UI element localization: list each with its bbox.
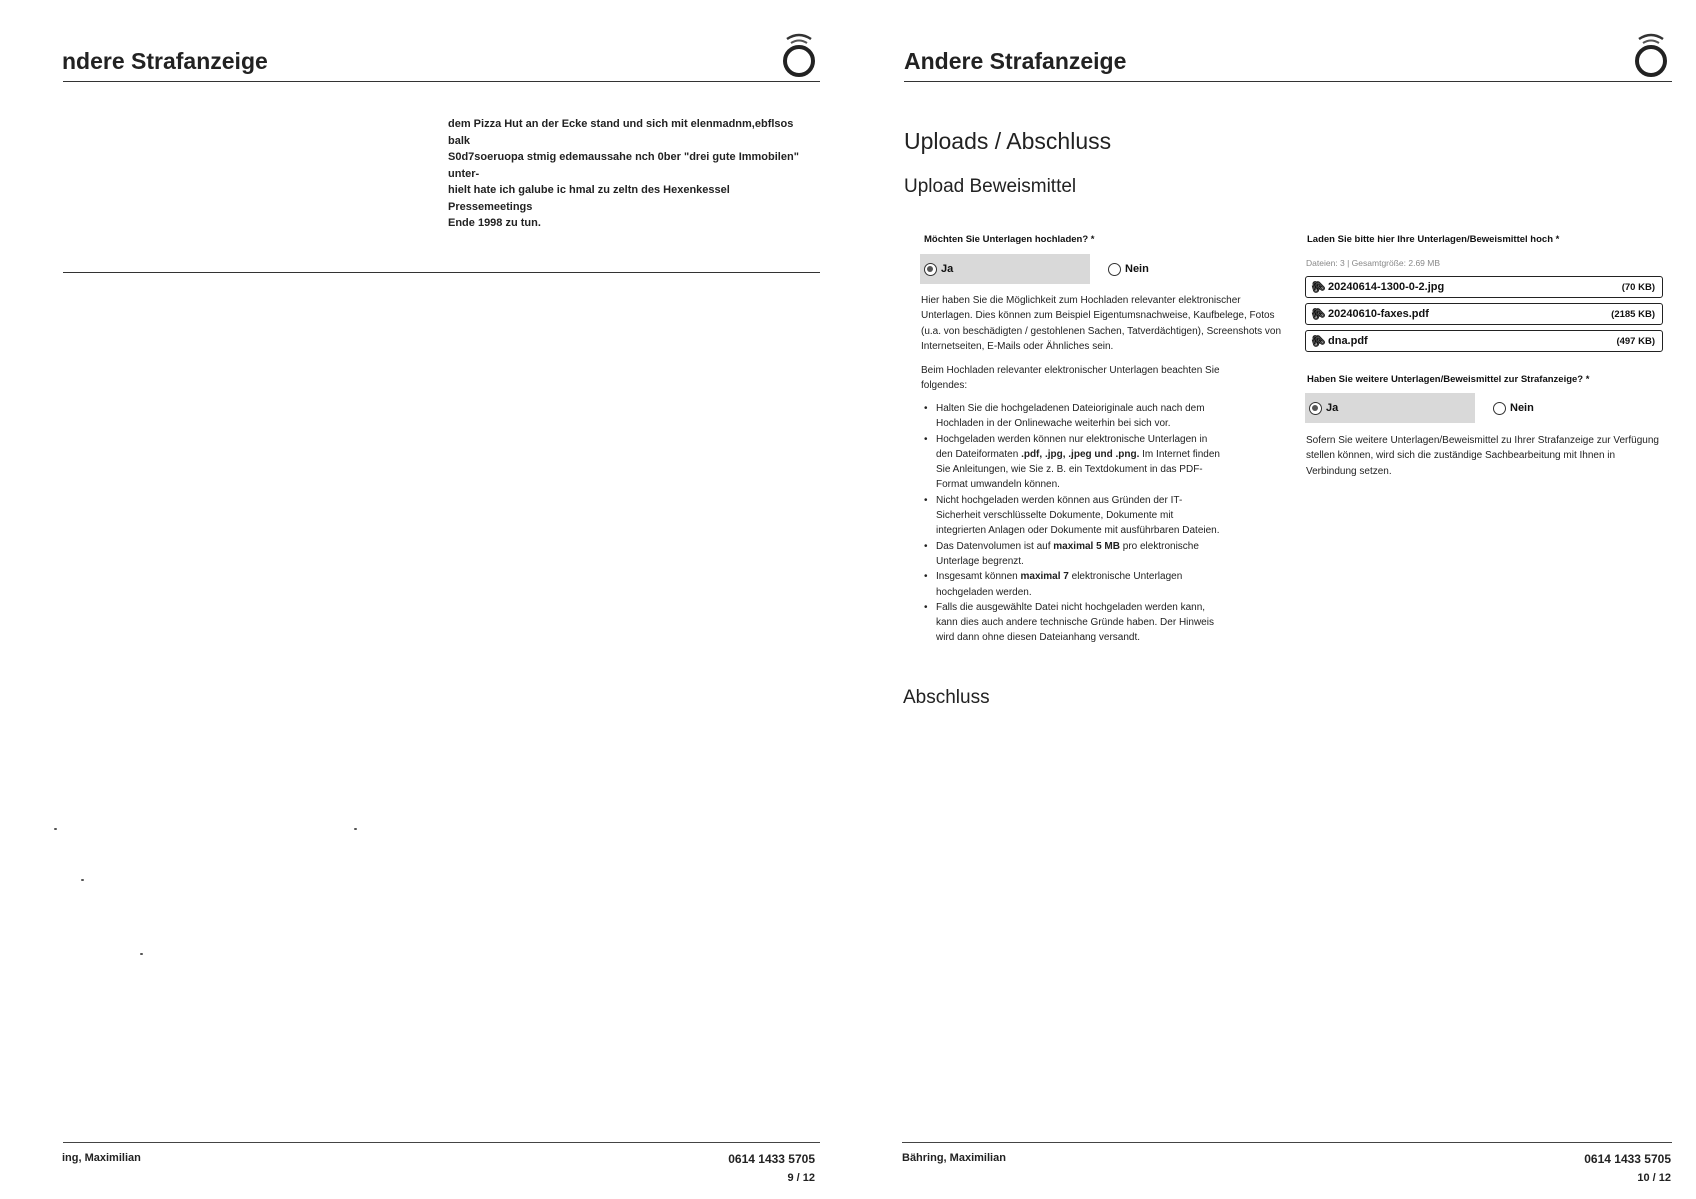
file-size: (497 KB)	[1616, 335, 1655, 347]
upload-rules-list	[924, 401, 1224, 646]
continued-text-block	[448, 116, 802, 232]
file-size: (70 KB)	[1621, 281, 1655, 293]
police-logo-icon	[1631, 30, 1671, 78]
more-evidence-info: Sofern Sie weitere Unterlagen/Beweismittel zu Ihrer Strafanzeige zur Verfügung stellen können, wird sich die zuständige Sachbearbeitung mit Ihnen in Verbindung setzen.	[1306, 435, 1659, 477]
text-line: hielt hate ich galube ic hmal zu zeltn des Hexenkessel	[448, 184, 730, 196]
police-logo-icon	[779, 30, 819, 78]
paperclip-icon: 🖇	[1307, 330, 1328, 351]
radio-checked-icon	[924, 263, 937, 276]
rule-emphasis: maximal 7	[1020, 571, 1069, 583]
list-item	[924, 600, 1224, 646]
footer-rule	[63, 1142, 820, 1143]
list-item	[924, 539, 1224, 570]
footer-page-number: 9 / 12	[787, 1172, 815, 1184]
footer-name: ing, Maximilian	[62, 1152, 141, 1164]
header-rule	[904, 81, 1672, 82]
list-item	[924, 493, 1224, 539]
rule-text: Nicht hochgeladen werden können aus Gründen der IT-Sicherheit verschlüsselte Dokumente, Dokumente mit integrierten Anlagen oder Dokumente mit ausführbaren Dateien.	[936, 494, 1220, 537]
text-line: S0d7soeruopa stmig edemaussahe nch 0ber "drei gute Immobilen"	[448, 151, 799, 163]
list-item	[924, 401, 1224, 432]
radio-option-ja[interactable]	[920, 254, 1090, 284]
text-line: Pressemeetings	[448, 200, 533, 213]
page-title: ndere Strafanzeige	[62, 48, 268, 74]
footer-case-number: 0614 1433 5705	[1584, 1152, 1671, 1166]
radio-checked-icon	[1309, 402, 1322, 415]
header-rule	[63, 81, 820, 82]
uploaded-file[interactable]	[1305, 276, 1663, 298]
rule-text: Halten Sie die hochgeladenen Dateioriginale auch nach dem Hochladen in der Onlinewache weiterhin bei sich vor.	[936, 403, 1205, 430]
file-size: (2185 KB)	[1611, 308, 1655, 320]
footer-case-number: 0614 1433 5705	[728, 1152, 815, 1166]
section-title: Uploads / Abschluss	[904, 128, 1112, 154]
upload-info-paragraph: Hier haben Sie die Möglichkeit zum Hochladen relevanter elektronischer Unterlagen. Dies können zum Beispiel Eigentumsnachweise, Kaufbelege, Fotos (u.a. von beschädigten / gestohlenen Sachen, Tatverdächtigen), Screenshots von Internetseiten, E-Mails oder Ähnliches sein.	[921, 295, 1282, 352]
upload-rules-intro: Beim Hochladen relevanter elektronischer Unterlagen beachten Sie folgendes:	[921, 365, 1220, 392]
text-line: Ende 1998 zu tun.	[448, 217, 541, 229]
upload-question-label: Möchten Sie Unterlagen hochladen? *	[924, 234, 1095, 245]
closing-section-title: Abschluss	[903, 687, 990, 708]
uploaded-file[interactable]	[1305, 303, 1663, 325]
rule-text: Hochgeladen werden können nur elektronische Unterlagen in den Dateiformaten	[936, 433, 1208, 460]
radio-label: Nein	[1125, 263, 1149, 275]
radio-option-nein[interactable]	[1489, 393, 1569, 423]
uploaded-file[interactable]	[1305, 330, 1663, 352]
radio-unchecked-icon	[1108, 263, 1121, 276]
page-title: Andere Strafanzeige	[904, 48, 1127, 74]
radio-label: Ja	[941, 263, 954, 275]
more-evidence-question-label: Haben Sie weitere Unterlagen/Beweismittel zur Strafanzeige? *	[1307, 374, 1590, 385]
rule-text: Insgesamt können	[936, 571, 1021, 583]
text-line: unter-	[448, 167, 480, 180]
rule-text: Das Datenvolumen ist auf	[936, 540, 1054, 552]
rule-text: Falls die ausgewählte Datei nicht hochgeladen werden kann, kann dies auch andere technische Gründe haben. Der Hinweis wird dann ohne diesen Dateianhang versandt.	[936, 601, 1214, 644]
footer-name: Bähring, Maximilian	[902, 1152, 1006, 1164]
paperclip-icon: 🖇	[1307, 303, 1328, 324]
file-name: dna.pdf	[1328, 335, 1368, 347]
rule-text: elektronische Unterlagen hochgeladen werden.	[936, 571, 1183, 598]
upload-files-label: Laden Sie bitte hier Ihre Unterlagen/Beweismittel hoch *	[1307, 234, 1560, 245]
radio-label: Ja	[1326, 402, 1339, 414]
list-item	[924, 432, 1224, 493]
rule-emphasis: maximal 5 MB	[1053, 540, 1120, 552]
text-line: dem Pizza Hut an der Ecke stand und sich mit elenmadnm,ebflsos	[448, 118, 794, 130]
text-line: balk	[448, 134, 471, 147]
section-rule	[63, 272, 820, 273]
rule-emphasis: .pdf, .jpg, .jpeg und .png.	[1021, 448, 1140, 460]
subsection-title: Upload Beweismittel	[904, 176, 1077, 197]
rule-text: pro elektronische Unterlage begrenzt.	[936, 540, 1199, 567]
page-10	[848, 0, 1696, 1199]
radio-unchecked-icon	[1493, 402, 1506, 415]
list-item	[924, 569, 1224, 600]
footer-rule	[902, 1142, 1672, 1143]
scan-speck	[140, 953, 143, 955]
file-name: 20240614-1300-0-2.jpg	[1328, 281, 1445, 293]
scan-speck	[54, 828, 57, 830]
rule-text: Im Internet finden Sie Anleitungen, wie Sie z. B. ein Textdokument in das PDF-Format umwandeln können.	[936, 448, 1220, 491]
radio-option-ja[interactable]	[1305, 393, 1475, 423]
scan-speck	[81, 879, 84, 881]
radio-option-nein[interactable]	[1104, 254, 1184, 284]
file-name: 20240610-faxes.pdf	[1328, 308, 1429, 320]
footer-page-number: 10 / 12	[1637, 1172, 1671, 1184]
paperclip-icon: 🖇	[1307, 276, 1328, 297]
files-summary: Dateien: 3 | Gesamtgröße: 2.69 MB	[1306, 258, 1441, 268]
scan-speck	[354, 828, 357, 830]
radio-label: Nein	[1510, 402, 1534, 414]
